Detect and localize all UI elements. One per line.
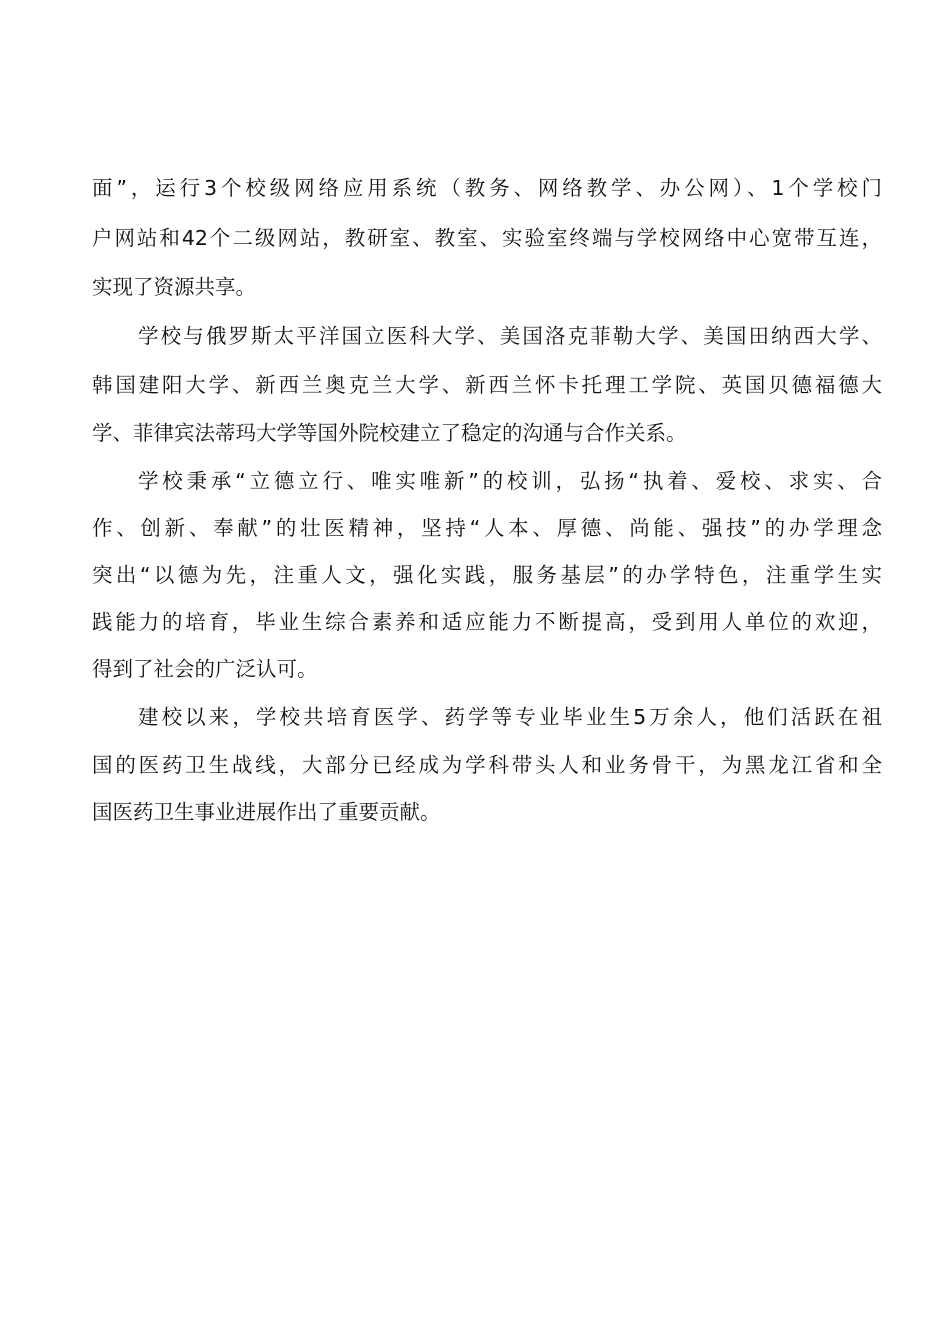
paragraph-2-line-3: 学、菲律宾法蒂玛大学等国外院校建立了稳定的沟通与合作关系。 — [92, 421, 687, 445]
paragraph-4-line-3: 国医药卫生事业进展作出了重要贡献。 — [92, 800, 441, 824]
paragraph-3-line-1: 学校秉承“立德立行、唯实唯新”的校训，弘扬“执着、爱校、求实、合 — [138, 469, 882, 493]
paragraph-2-line-2: 韩国建阳大学、新西兰奥克兰大学、新西兰怀卡托理工学院、英国贝德福德大 — [92, 373, 882, 397]
paragraph-1-line-3: 实现了资源共享。 — [92, 275, 256, 299]
paragraph-4-line-2: 国的医药卫生战线，大部分已经成为学科带头人和业务骨干，为黑龙江省和全 — [92, 753, 882, 777]
paragraph-1-line-1: 面”，运行3个校级网络应用系统（教务、网络教学、办公网）、1个学校门 — [92, 176, 882, 200]
paragraph-2-line-1: 学校与俄罗斯太平洋国立医科大学、美国洛克菲勒大学、美国田纳西大学、 — [138, 324, 882, 348]
paragraph-3-line-4: 践能力的培育，毕业生综合素养和适应能力不断提高，受到用人单位的欢迎， — [92, 610, 882, 634]
paragraph-3-line-2: 作、创新、奉献”的壮医精神，坚持“人本、厚德、尚能、强技”的办学理念 — [92, 516, 882, 540]
paragraph-4-line-1: 建校以来，学校共培育医学、药学等专业毕业生5万余人，他们活跃在祖 — [138, 705, 882, 729]
paragraph-3-line-5: 得到了社会的广泛认可。 — [92, 657, 318, 681]
paragraph-3-line-3: 突出“以德为先，注重人文，强化实践，服务基层”的办学特色，注重学生实 — [92, 563, 882, 587]
paragraph-1-line-2: 户网站和42个二级网站，教研室、教室、实验室终端与学校网络中心宽带互连， — [92, 226, 882, 250]
